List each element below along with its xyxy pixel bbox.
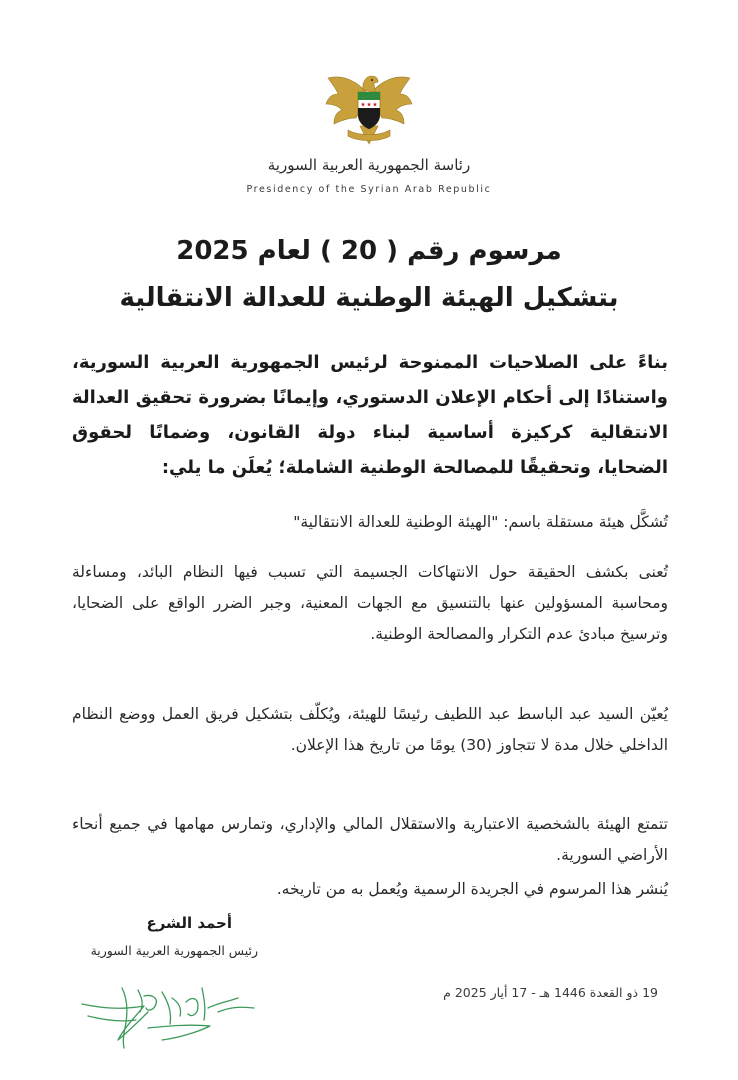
article-2: تُعنى بكشف الحقيقة حول الانتهاكات الجسيمة التي تسبب فيها النظام البائد، ومساءلة ومحاسبة المسؤولين عنها بالتنسيق مع الجهات المعنية، وجبر الضرر الواقع على الضحايا، وترسيخ مبادئ عدم التكرار والمصالحة الوطنية. <box>72 563 668 643</box>
decree-date: 19 ذو القعدة 1446 هـ - 17 أيار 2025 م <box>443 985 658 1000</box>
handwritten-signature <box>78 968 258 1054</box>
decree-preamble: بناءً على الصلاحيات الممنوحة لرئيس الجمهورية العربية السورية، واستنادًا إلى أحكام الإعلان الدستوري، وإيمانًا بضرورة تحقيق العدالة الانتقالية كركيزة أساسية لبناء دولة القانون، وضمانًا لحقوق الضحايا، وتحقيقًا للمصالحة الوطنية الشاملة؛ يُعلَن ما يلي: <box>72 352 668 478</box>
signer-title: رئيس الجمهورية العربية السورية <box>90 943 258 958</box>
article-3: يُعيّن السيد عبد الباسط عبد اللطيف رئيسًا للهيئة، ويُكلّف بتشكيل فريق العمل ووضع النظام الداخلي خلال مدة لا تتجاوز (30) يومًا من تاريخ هذا الإعلان. <box>72 705 668 754</box>
article-1: تُشكَّل هيئة مستقلة باسم: "الهيئة الوطنية للعدالة الانتقالية" <box>293 513 668 531</box>
article-4: تتمتع الهيئة بالشخصية الاعتبارية والاستقلال المالي والإداري، وتمارس مهامها في جميع أنحاء الأراضي السورية. <box>72 815 668 864</box>
organization-name-arabic: رئاسة الجمهورية العربية السورية <box>267 156 471 174</box>
syrian-eagle-emblem-icon <box>322 64 416 148</box>
article-5: يُنشر هذا المرسوم في الجريدة الرسمية ويُعمل به من تاريخه. <box>276 880 668 898</box>
signer-name: أحمد الشرع <box>146 914 232 932</box>
decree-subtitle: بتشكيل الهيئة الوطنية للعدالة الانتقالية <box>119 283 619 313</box>
decree-title: مرسوم رقم ( 20 ) لعام 2025 <box>176 236 562 266</box>
organization-name-english: Presidency of the Syrian Arab Republic <box>246 184 492 195</box>
